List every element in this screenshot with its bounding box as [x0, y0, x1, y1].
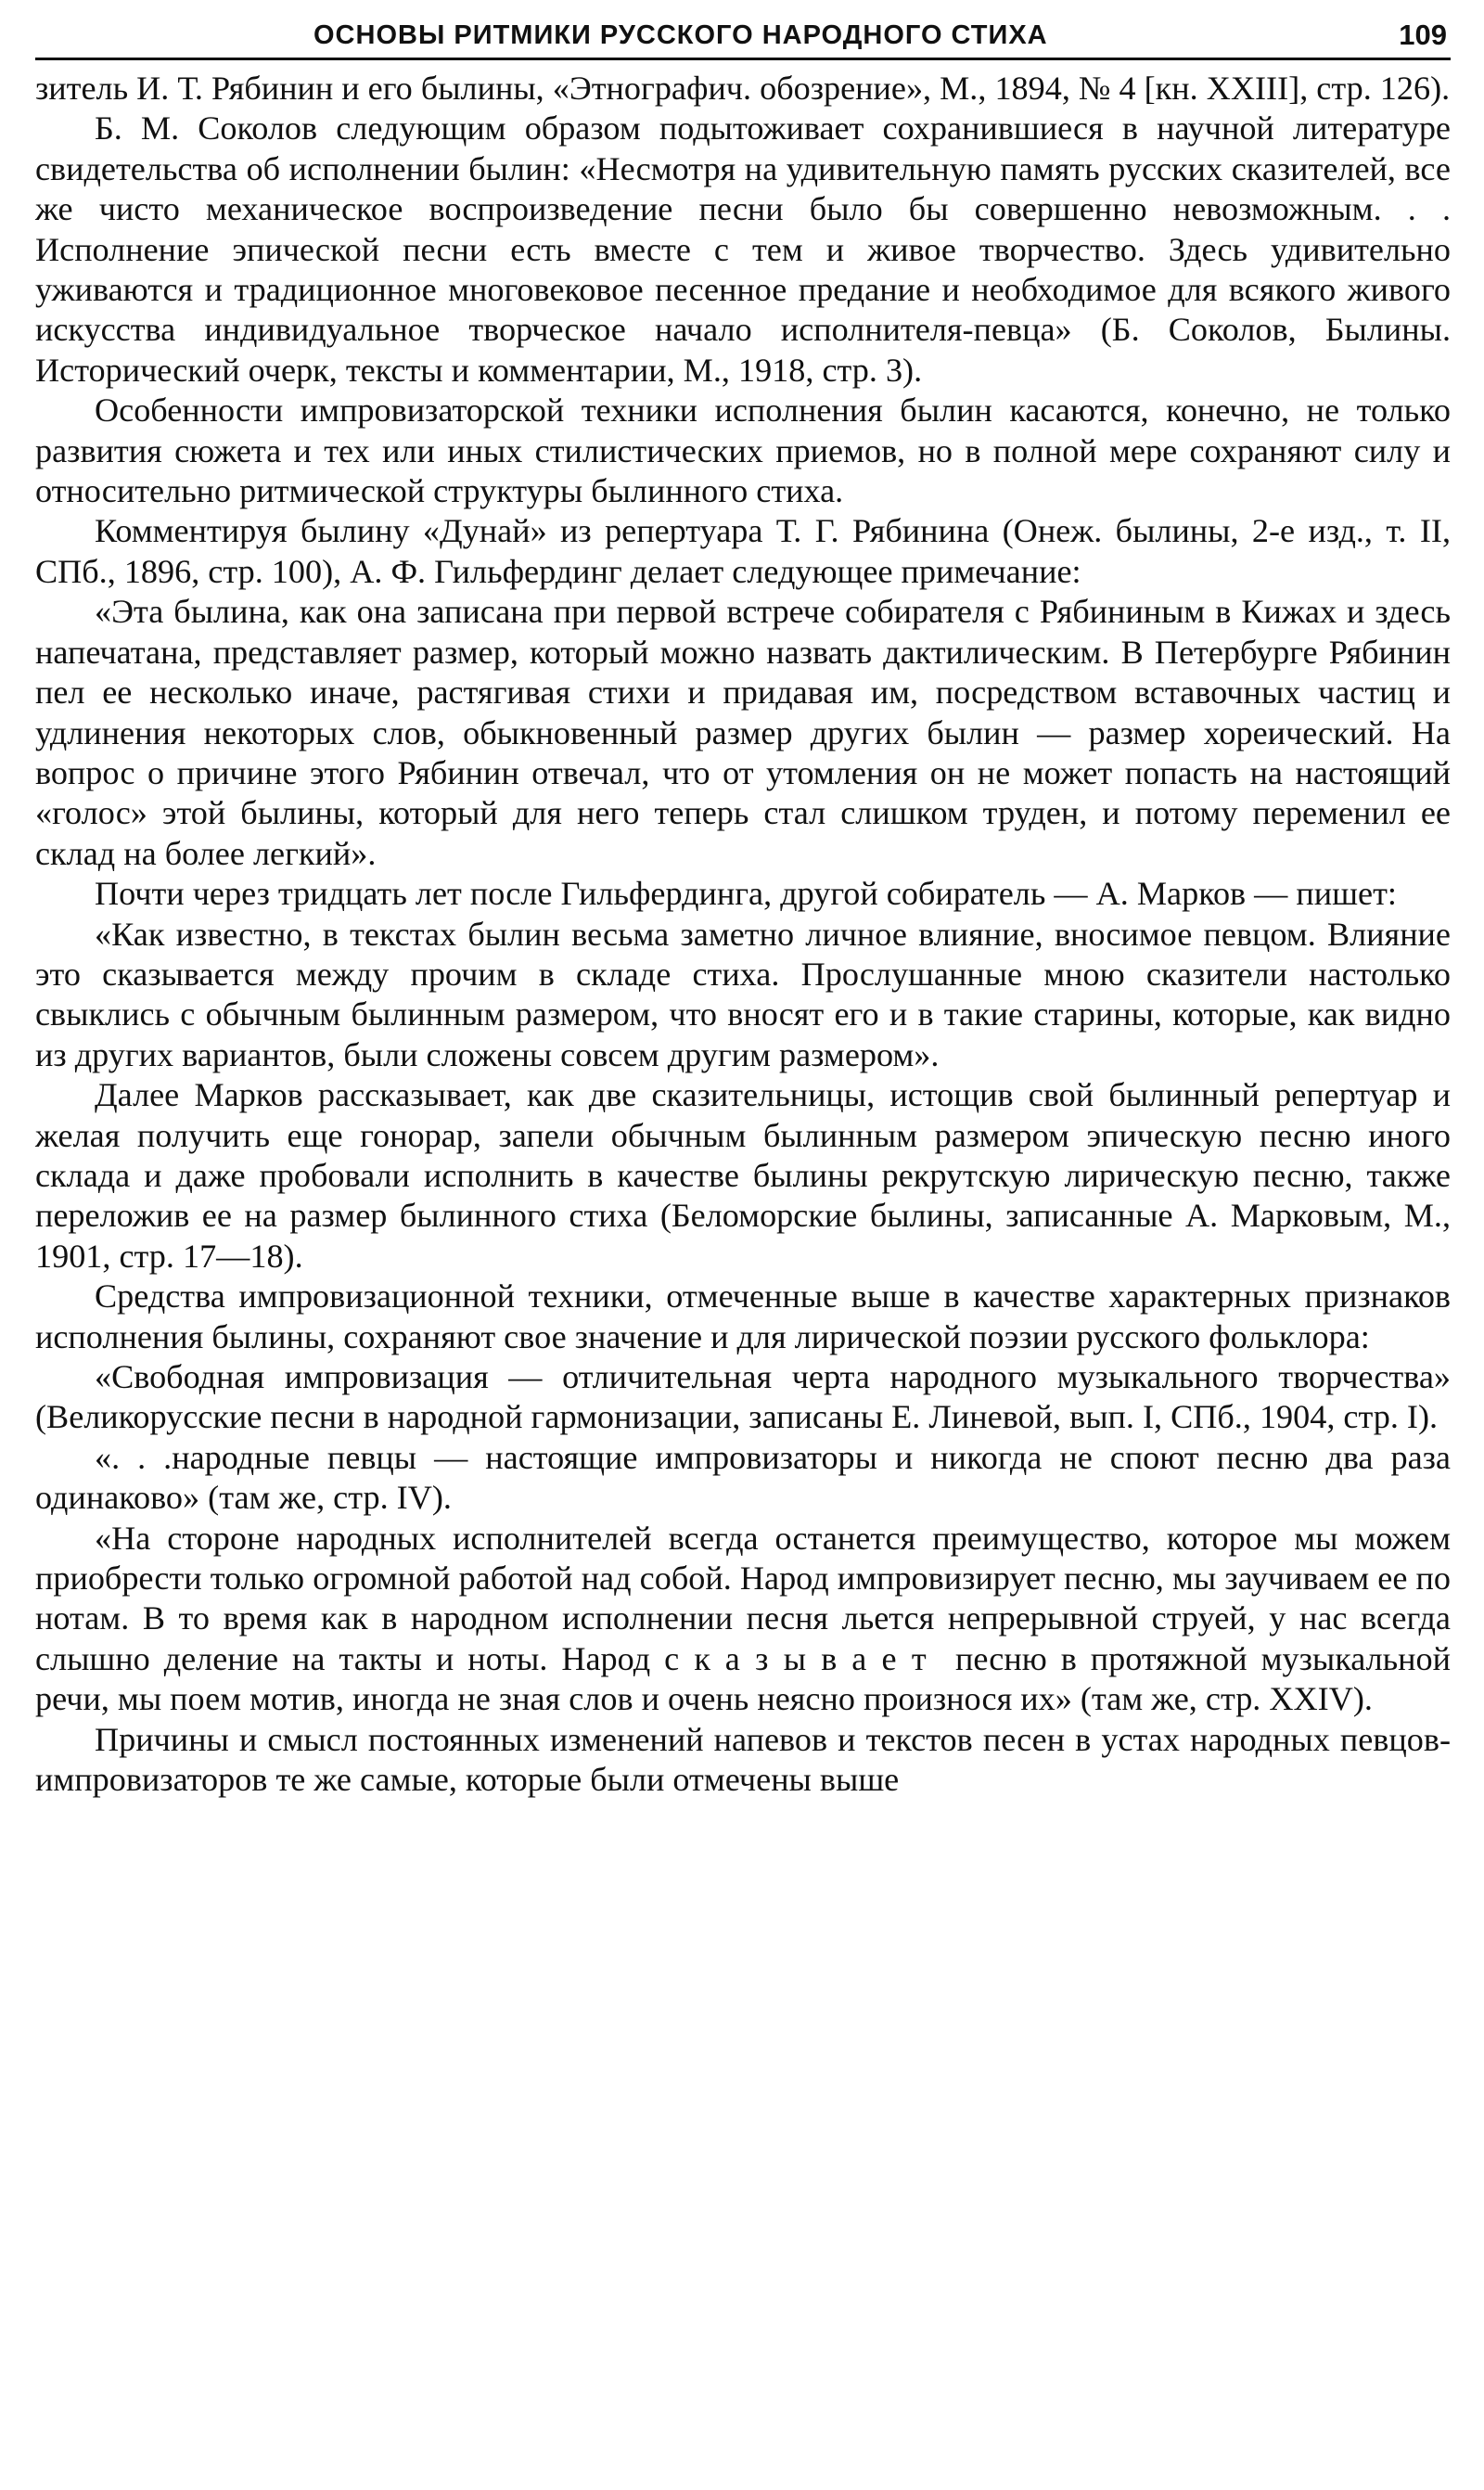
book-page — [35, 0, 1451, 2490]
page-number: 109 — [1399, 19, 1447, 51]
paragraph-12-quote — [35, 1519, 1451, 1720]
paragraph-11-quote: «. . .народные певцы — настоящие импровизаторы и никогда не споют песню два раза одинаково» (там же, стр. IV). — [35, 1438, 1451, 1517]
paragraph-10-quote: «Свободная импровизация — отличительная черта народного музыкального творчества» (Великорусские песни в народной гармонизации, записаны Е. Линевой, вып. I, СПб., 1904, стр. I). — [35, 1358, 1451, 1436]
paragraph-8: Далее Марков рассказывает, как две сказительницы, истощив свой былинный репертуар и желая получить еще гонорар, запели обычным былинным размером эпическую песню иного склада и даже пробовали исполнить в качестве былины рекрутскую лирическую песню, также переложив ее на размер былинного стиха (Беломорские былины, записанные А. Марковым, М., 1901, стр. 17—18). — [35, 1076, 1451, 1275]
paragraph-6: Почти через тридцать лет после Гильфердинга, другой собиратель — А. Марков — пишет: — [95, 875, 1397, 913]
paragraph-12-text-end: песню в протяжной музыкальной речи, мы поем мотив, иногда не зная слов и очень неясно произнося их» (там же, стр. XXIV). — [35, 1639, 1451, 1718]
paragraph-2: Б. М. Соколов следующим образом подытоживает сохранившиеся в научной литературе свидетельства об исполнении былин: «Несмотря на удивительную память русских сказителей, все же чисто механическое воспроизведение песни было бы совершенно невозможным. . . Исполнение эпической песни есть вместе с тем и живое творчество. Здесь удивительно уживаются и традиционное многовековое песенное предание и необходимое для всякого живого искусства индивидуальное творческое начало исполнителя-певца» (Б. Соколов, Былины. Исторический очерк, тексты и комментарии, М., 1918, стр. 3). — [35, 109, 1451, 389]
paragraph-12-text-start: «На стороне народных исполнителей всегда останется преимущество, которое мы можем приобрести только огромной работой над собой. Народ импровизирует песню, мы заучиваем ее по нотам. В то время как в народном исполнении песня льется непрерывной струей, у нас всегда слышно деление на такты и ноты. Народ — [35, 1519, 1451, 1677]
running-title: ОСНОВЫ РИТМИКИ РУССКОГО НАРОДНОГО СТИХА — [313, 20, 1048, 50]
paragraph-5-quote: «Эта былина, как она записана при первой встрече собирателя с Рябининым в Кижах и здесь напечатана, представляет размер, который можно назвать дактилическим. В Петербурге Рябинин пел ее несколько иначе, растягивая стихи и придавая им, посредством вставочных частиц и удлинения некоторых слов, обыкновенный размер других былин — размер хореический. На вопрос о причине этого Рябинин отвечал, что от утомления он не может попасть на настоящий «голос» этой былины, который для него теперь стал слишком труден, и потому переменил ее склад на более легкий». — [35, 593, 1451, 872]
running-header — [35, 17, 1451, 60]
paragraph-13: Причины и смысл постоянных изменений напевов и текстов песен в устах народных певцов-импровизаторов те же самые, которые были отмечены выше — [35, 1720, 1451, 1799]
body-text — [35, 69, 1451, 1800]
paragraph-3: Особенности импровизаторской техники исполнения былин касаются, конечно, не только развития сюжета и тех или иных стилистических приемов, но в полной мере сохраняют силу и относительно ритмической структуры былинного стиха. — [35, 391, 1451, 510]
paragraph-4: Комментируя былину «Дунай» из репертуара Т. Г. Рябинина (Онеж. былины, 2-е изд., т. II, СПб., 1896, стр. 100), А. Ф. Гильфердинг делает следующее примечание: — [35, 512, 1451, 590]
spaced-emphasis-word: сказывает — [664, 1639, 942, 1677]
paragraph-7-quote: «Как известно, в текстах былин весьма заметно личное влияние, вносимое певцом. Влияние это сказывается между прочим в складе стиха. Прослушанные мною сказители настолько свыклись с обычным былинным размером, что вносят его и в такие старины, которые, как видно из других вариантов, были сложены совсем другим размером». — [35, 915, 1451, 1073]
paragraph-9: Средства импровизационной техники, отмеченные выше в качестве характерных признаков исполнения былины, сохраняют свое значение и для лирической поэзии русского фольклора: — [35, 1277, 1451, 1355]
paragraph-1: зитель И. Т. Рябинин и его былины, «Этнографич. обозрение», М., 1894, № 4 [кн. XXIII], стр. 126). — [35, 70, 1451, 107]
